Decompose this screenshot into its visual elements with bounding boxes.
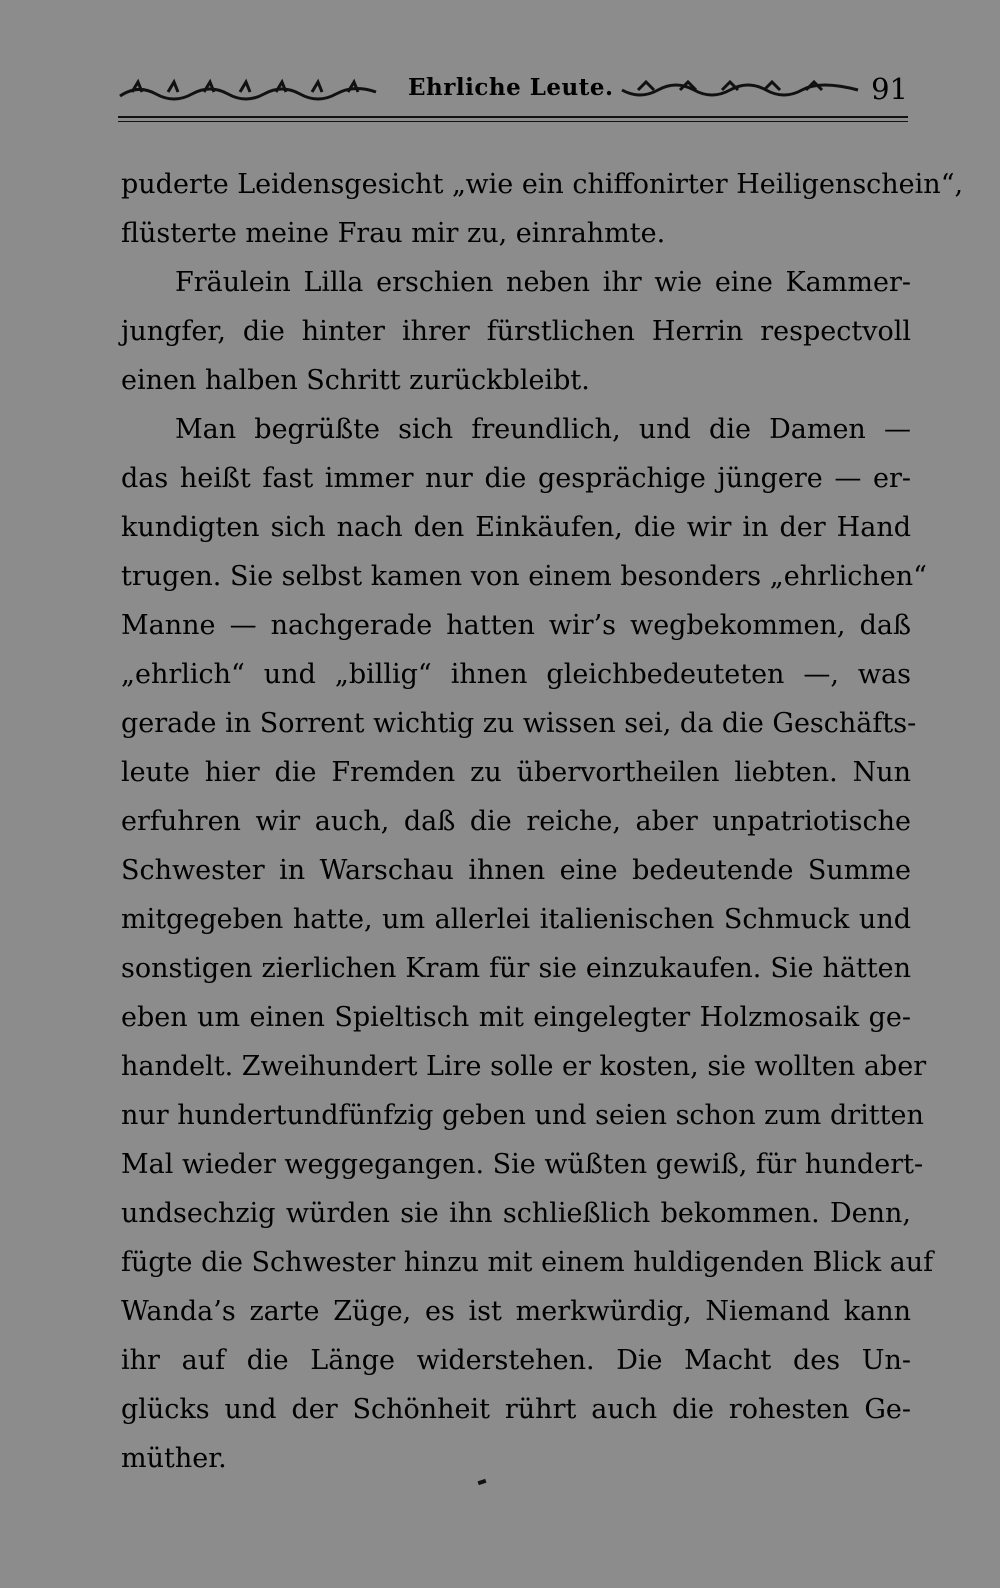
ink-speck	[478, 1479, 487, 1485]
text-line: einen halben Schritt zurückbleibt.	[121, 365, 590, 396]
page-header	[118, 70, 908, 110]
text-line: nur hundertundfünfzig geben und seien schon zum dritten	[121, 1100, 924, 1131]
text-line: gerade in Sorrent wichtig zu wissen sei, da die Geschäfts-	[121, 708, 917, 739]
running-title: Ehrliche Leute.	[408, 74, 614, 101]
text-line: glücks und der Schönheit rührt auch die rohesten Ge-	[121, 1394, 911, 1425]
text-line: müther.	[121, 1443, 227, 1474]
header-rule	[118, 116, 908, 118]
text-line: mitgegeben hatte, um allerlei italienischen Schmuck und	[121, 904, 911, 935]
text-line: leute hier die Fremden zu übervortheilen liebten. Nun	[121, 757, 911, 788]
text-line: ihr auf die Länge widerstehen. Die Macht des Un-	[121, 1345, 911, 1376]
header-ornament-left	[118, 76, 380, 102]
text-line: Fräulein Lilla erschien neben ihr wie eine Kammer-	[175, 267, 911, 298]
text-line: eben um einen Spieltisch mit eingelegter Holzmosaik ge-	[121, 1002, 911, 1033]
text-line: Man begrüßte sich freundlich, und die Damen —	[175, 414, 911, 445]
body-text	[121, 160, 964, 1483]
header-rule-thin	[118, 121, 908, 122]
text-line: Mal wieder weggegangen. Sie wüßten gewiß, für hundert-	[121, 1149, 924, 1180]
text-line: kundigten sich nach den Einkäufen, die wir in der Hand	[121, 512, 911, 543]
text-line: flüsterte meine Frau mir zu, einrahmte.	[121, 218, 666, 249]
header-ornament-right	[620, 76, 860, 102]
text-line: Wanda’s zarte Züge, es ist merkwürdig, Niemand kann	[121, 1296, 911, 1327]
text-line: Manne — nachgerade hatten wir’s wegbekommen, daß	[121, 610, 911, 641]
text-line: handelt. Zweihundert Lire solle er kosten, sie wollten aber	[121, 1051, 927, 1082]
text-line: erfuhren wir auch, daß die reiche, aber unpatriotische	[121, 806, 911, 837]
text-line: sonstigen zierlichen Kram für sie einzukaufen. Sie hätten	[121, 953, 911, 984]
text-line: undsechzig würden sie ihn schließlich bekommen. Denn,	[121, 1198, 911, 1229]
text-line: das heißt fast immer nur die gesprächige jüngere — er-	[121, 463, 911, 494]
text-line: puderte Leidensgesicht „wie ein chiffonirter Heiligenschein“,	[121, 169, 964, 200]
text-line: fügte die Schwester hinzu mit einem huldigenden Blick auf	[121, 1247, 934, 1278]
text-line: jungfer, die hinter ihrer fürstlichen Herrin respectvoll	[121, 316, 911, 347]
page-number: 91	[871, 72, 908, 106]
text-line: Schwester in Warschau ihnen eine bedeutende Summe	[121, 855, 911, 886]
text-line: trugen. Sie selbst kamen von einem besonders „ehrlichen“	[121, 561, 927, 592]
text-line: „ehrlich“ und „billig“ ihnen gleichbedeuteten —, was	[121, 659, 911, 690]
